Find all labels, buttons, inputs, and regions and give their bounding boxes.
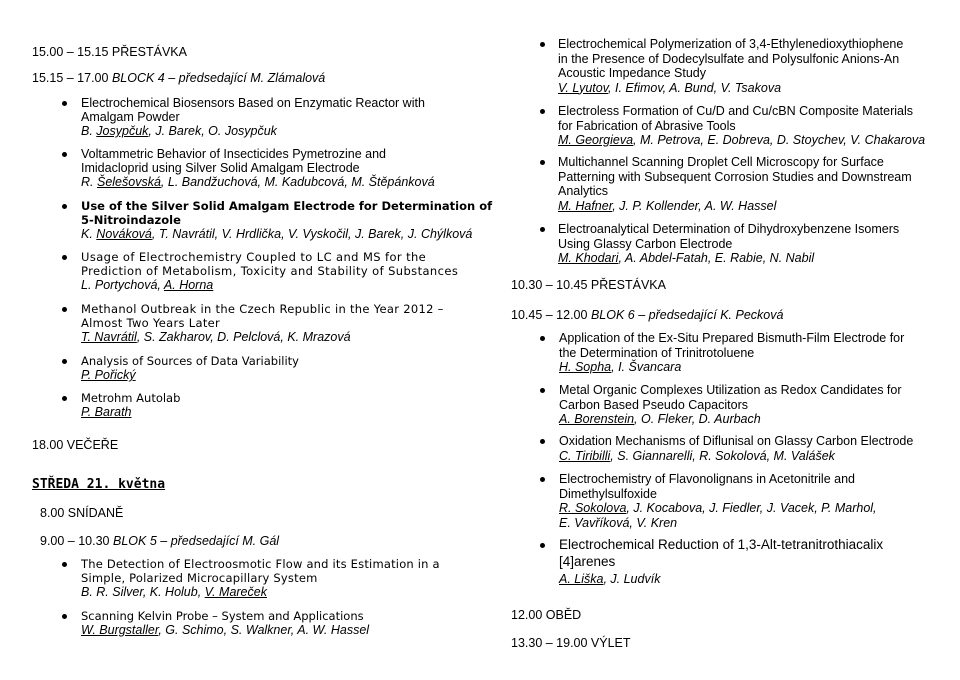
block-chair: – předsedající K. Pecková	[638, 308, 784, 322]
block-label: BLOK 6	[590, 308, 635, 322]
talk-authors	[558, 133, 925, 147]
presenting-author: Josypčuk	[96, 124, 149, 138]
lunch-heading: 12.00 OBĚD	[511, 608, 582, 622]
co-authors: , O. Fleker, D. Aurbach	[634, 412, 761, 426]
presenting-author: Nováková	[96, 227, 152, 241]
co-authors: , J. Kocabova, J. Fiedler, J. Vacek, P. Marhol,	[626, 501, 877, 515]
talk-authors	[81, 175, 435, 189]
bullet-icon	[62, 152, 67, 157]
talk-title-line: Scanning Kelvin Probe – System and Applications	[81, 609, 364, 623]
bullet-icon	[62, 204, 67, 209]
co-authors: , L. Bandžuchová, M. Kadubcová, M. Štěpánková	[160, 175, 435, 189]
talk-title-line: in the Presence of Dodecylsulfate and Polysulfonic Anions-An	[558, 51, 900, 66]
talk-title-line: Use of the Silver Solid Amalgam Electrode for Determination of	[81, 199, 493, 213]
block-heading	[32, 71, 325, 85]
talk-title-line: Usage of Electrochemistry Coupled to LC and MS for the	[81, 250, 427, 264]
talk-title-line: Carbon Based Pseudo Capacitors	[559, 397, 749, 412]
bullet-icon	[540, 42, 545, 47]
block-heading	[40, 534, 279, 548]
co-authors: , S. Giannarelli, R. Sokolová, M. Valášek	[610, 448, 835, 463]
presenting-author: T. Navrátil	[81, 330, 137, 344]
talk-authors	[81, 124, 277, 138]
bullet-icon	[540, 543, 545, 548]
bullet-icon	[540, 160, 545, 165]
talk-authors	[81, 330, 351, 344]
talk-title-line: The Detection of Electroosmotic Flow and its Estimation in a	[81, 557, 440, 571]
talk-title-line: Dimethylsulfoxide	[559, 486, 657, 501]
co-authors: , T. Navrátil, V. Hrdlička, V. Vyskočil, J. Barek, J. Chýlková	[151, 227, 473, 241]
talk-authors	[559, 516, 677, 530]
co-authors: , M. Petrova, E. Dobreva, D. Stoychev, V. Chakarova	[633, 133, 926, 147]
co-authors: B. R. Silver, K. Holub,	[81, 585, 205, 599]
block-label: BLOCK 4	[111, 71, 165, 85]
talk-title-line: Electroless Formation of Cu/D and Cu/cBN Composite Materials	[558, 104, 913, 118]
talk-title-line: Using Glassy Carbon Electrode	[558, 236, 733, 251]
talk-title-line: Prediction of Metabolism, Toxicity and Stability of Substances	[81, 264, 459, 278]
talk-title-line: Oxidation Mechanisms of Diflunisal on Glassy Carbon Electrode	[559, 434, 914, 448]
talk-title-line: Amalgam Powder	[81, 110, 180, 124]
talk-title-line: Electrochemistry of Flavonolignans in Acetonitrile and	[559, 472, 855, 486]
block-time: 9.00 – 10.30	[40, 534, 110, 548]
co-authors: R.	[81, 175, 97, 189]
talk-authors	[558, 81, 781, 95]
presenting-author: M. Georgieva	[558, 133, 634, 147]
talk-title-line: Electrochemical Biosensors Based on Enzymatic Reactor with	[81, 96, 425, 110]
presenting-author: R. Sokolova	[559, 501, 627, 515]
bullet-icon	[540, 336, 545, 341]
presenting-author: C. Tiribilli	[559, 448, 611, 463]
presenting-author: Šelešovská	[96, 175, 161, 189]
bullet-icon	[540, 439, 545, 444]
bullet-icon	[62, 255, 67, 260]
bullet-icon	[62, 614, 67, 619]
co-authors: L. Portychová,	[81, 278, 164, 292]
presenting-author: W. Burgstaller	[81, 623, 159, 637]
bullet-icon	[540, 388, 545, 393]
presenting-author: A. Horna	[163, 278, 214, 292]
presenting-author: A. Borenstein	[559, 412, 635, 426]
talk-title-line: Almost Two Years Later	[81, 316, 221, 330]
talk-title-line: the Determination of Trinitrotoluene	[559, 345, 755, 360]
talk-authors	[81, 227, 472, 241]
day-heading: STŘEDA 21. května	[32, 477, 166, 492]
talk-title-line: Acoustic Impedance Study	[558, 66, 706, 80]
presenting-author: M. Khodari	[558, 251, 619, 265]
co-authors: , I. Švancara	[611, 360, 682, 374]
talk-authors	[559, 572, 660, 586]
talk-authors	[559, 412, 761, 426]
talk-title-line: Electrochemical Reduction of 1,3-Alt-tetranitrothiacalix	[559, 537, 884, 552]
talk-authors	[81, 585, 267, 599]
breakfast-heading: 8.00 SNÍDANĚ	[40, 506, 124, 520]
trip-heading: 13.30 – 19.00 VÝLET	[511, 636, 631, 650]
presenting-author: A. Liška	[559, 572, 604, 586]
break-heading: 15.00 – 15.15 PŘESTÁVKA	[32, 45, 187, 59]
block-heading	[511, 308, 783, 322]
presenting-author: M. Hafner	[558, 198, 613, 213]
co-authors: , J. P. Kollender, A. W. Hassel	[612, 198, 777, 213]
talk-title-line: Electrochemical Polymerization of 3,4-Ethylenedioxythiophene	[558, 37, 904, 51]
talk-title-line: for Fabrication of Abrasive Tools	[558, 118, 736, 133]
co-authors: , A. Abdel-Fatah, E. Rabie, N. Nabil	[618, 251, 815, 265]
co-authors: K.	[81, 227, 97, 241]
presenting-author: V. Lyutov	[558, 80, 609, 95]
co-authors: , J. Barek, O. Josypčuk	[148, 124, 277, 138]
talk-authors	[81, 623, 369, 637]
talk-title-line: Analysis of Sources of Data Variability	[81, 354, 299, 368]
co-authors: B.	[81, 124, 97, 138]
bullet-icon	[62, 359, 67, 364]
block-chair: – předsedající M. Zlámalová	[168, 71, 326, 85]
talk-title-line: 5-Nitroindazole	[81, 213, 181, 227]
talk-title-line: Patterning with Subsequent Corrosion Studies and Downstream	[558, 169, 912, 184]
co-authors: , G. Schimo, S. Walkner, A. W. Hassel	[158, 623, 370, 637]
talk-title-line: Simple, Polarized Microcapillary System	[81, 571, 318, 585]
co-authors: E. Vavříková, V. Kren	[559, 515, 678, 530]
bullet-icon	[540, 477, 545, 482]
talk-authors	[81, 278, 213, 292]
bullet-icon	[540, 227, 545, 232]
co-authors: , I. Efimov, A. Bund, V. Tsakova	[608, 80, 782, 95]
presenting-author: P. Pořický	[81, 368, 136, 382]
block-time: 15.15 – 17.00	[32, 71, 109, 85]
dinner-heading: 18.00 VEČEŘE	[32, 438, 119, 452]
talk-title-line: Voltammetric Behavior of Insecticides Pymetrozine and	[81, 147, 386, 161]
bullet-icon	[62, 101, 67, 106]
talk-title-line: Methanol Outbreak in the Czech Republic in the Year 2012 –	[81, 302, 444, 316]
presenting-author: V. Mareček	[204, 585, 267, 599]
talk-authors	[559, 501, 877, 515]
presenting-author: H. Sopha	[559, 360, 612, 374]
block-time: 10.45 – 12.00	[511, 308, 588, 322]
block-chair: – předsedající M. Gál	[160, 534, 280, 548]
bullet-icon	[540, 109, 545, 114]
talk-title-line: Metrohm Autolab	[81, 391, 181, 405]
bullet-icon	[62, 396, 67, 401]
bullet-icon	[62, 307, 67, 312]
talk-authors	[559, 449, 835, 463]
presenting-author: P. Barath	[81, 405, 132, 419]
co-authors: , J. Ludvík	[603, 572, 661, 586]
bullet-icon	[62, 562, 67, 567]
co-authors: , S. Zakharov, D. Pelclová, K. Mrazová	[136, 330, 351, 344]
talk-title-line: Metal Organic Complexes Utilization as Redox Candidates for	[559, 383, 902, 397]
talk-title-line: Analytics	[558, 184, 609, 198]
talk-title-line: Electroanalytical Determination of Dihydroxybenzene Isomers	[558, 222, 900, 236]
talk-title-line: Application of the Ex-Situ Prepared Bismuth-Film Electrode for	[559, 331, 905, 345]
talk-authors	[81, 405, 132, 419]
talk-title-line: Imidacloprid using Silver Solid Amalgam Electrode	[81, 161, 360, 175]
talk-authors	[559, 360, 681, 374]
talk-title-line: [4]arenes	[559, 554, 616, 569]
talk-title-line: Multichannel Scanning Droplet Cell Microscopy for Surface	[558, 155, 884, 169]
talk-authors	[81, 368, 136, 382]
talk-authors	[558, 251, 814, 265]
talk-authors	[558, 199, 776, 213]
break-heading: 10.30 – 10.45 PŘESTÁVKA	[511, 278, 666, 292]
block-label: BLOK 5	[113, 534, 157, 548]
